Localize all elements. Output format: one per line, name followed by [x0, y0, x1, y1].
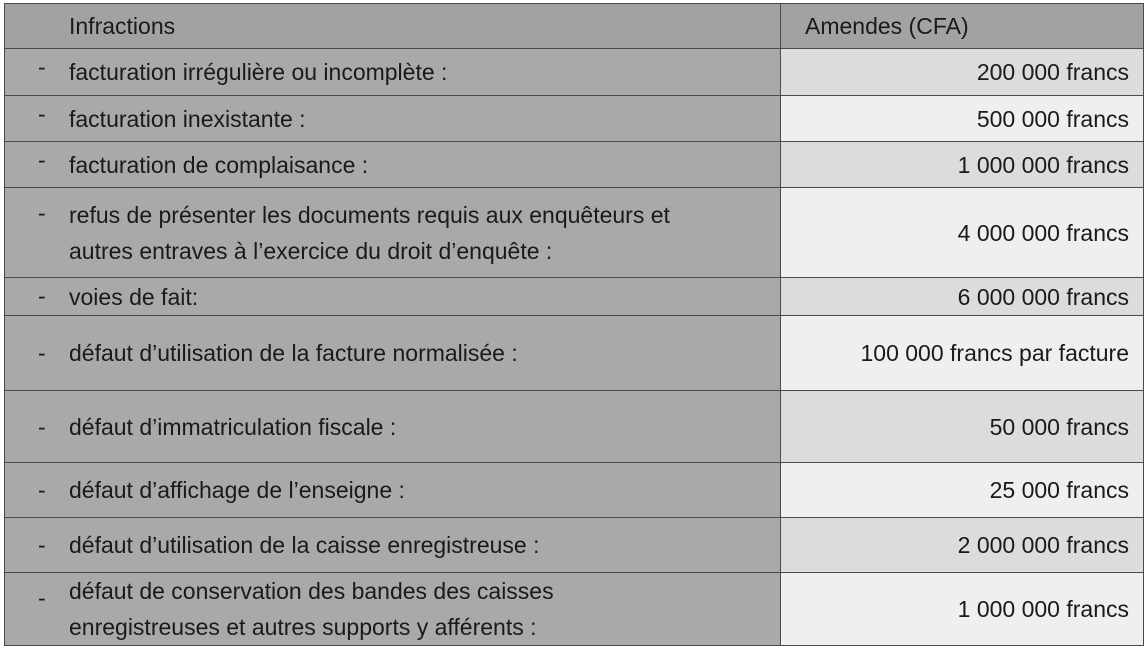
infraction-text-line2: enregistreuses et autres supports y afférents :: [69, 614, 537, 640]
amende-cell: 1 000 000 francs: [781, 142, 1144, 188]
bullet-dash: -: [38, 477, 46, 503]
infraction-cell: [5, 188, 781, 278]
infraction-cell: [5, 316, 781, 391]
infraction-text: facturation de complaisance :: [69, 151, 369, 178]
bullet-dash: -: [38, 101, 46, 127]
amende-cell: 500 000 francs: [781, 96, 1144, 142]
table-row: [5, 188, 1144, 278]
bullet-dash: -: [38, 283, 46, 309]
table-row: [5, 96, 1144, 142]
table-row: [5, 518, 1144, 573]
infraction-text: défaut d’utilisation de la facture normalisée :: [69, 340, 518, 366]
table-row: [5, 391, 1144, 463]
table-row: [5, 49, 1144, 96]
bullet-dash: -: [38, 200, 46, 226]
infraction-cell: [5, 278, 781, 316]
bullet-dash: -: [38, 54, 46, 80]
table-header-row: [5, 4, 1144, 49]
amende-cell: 100 000 francs par facture: [781, 316, 1144, 391]
bullet-dash: -: [38, 532, 46, 558]
bullet-dash: -: [38, 414, 46, 440]
infraction-text-line1: défaut de conservation des bandes des caisses: [69, 578, 554, 604]
infraction-cell: [5, 49, 781, 96]
infraction-text: défaut d’utilisation de la caisse enregistreuse :: [69, 532, 540, 558]
table-row: [5, 316, 1144, 391]
table-row: [5, 142, 1144, 188]
header-infractions: Infractions: [5, 4, 781, 49]
infraction-cell: [5, 518, 781, 573]
infraction-text: facturation inexistante :: [69, 105, 306, 132]
infraction-cell: [5, 391, 781, 463]
header-amendes: Amendes (CFA): [781, 4, 1144, 49]
bullet-dash: -: [38, 147, 46, 173]
infraction-text: défaut d’immatriculation fiscale :: [69, 413, 397, 440]
table-row: [5, 463, 1144, 518]
infraction-text: voies de fait:: [69, 283, 199, 310]
bullet-dash: -: [38, 340, 46, 366]
infraction-cell: [5, 96, 781, 142]
infraction-text: défaut d’affichage de l’enseigne :: [69, 477, 405, 503]
amende-cell: 50 000 francs: [781, 391, 1144, 463]
fines-table: [4, 3, 1144, 646]
amende-cell: 1 000 000 francs: [781, 573, 1144, 646]
amende-cell: 200 000 francs: [781, 49, 1144, 96]
infraction-text-line1: refus de présenter les documents requis aux enquêteurs et: [69, 201, 670, 228]
table-row: [5, 278, 1144, 316]
infraction-text-line2: autres entraves à l’exercice du droit d’enquête :: [69, 237, 553, 264]
infraction-cell: [5, 142, 781, 188]
table-row: [5, 573, 1144, 646]
infraction-text: facturation irrégulière ou incomplète :: [69, 59, 448, 85]
amende-cell: 25 000 francs: [781, 463, 1144, 518]
infraction-cell: [5, 463, 781, 518]
infraction-cell: [5, 573, 781, 646]
bullet-dash: -: [38, 585, 46, 611]
amende-cell: 6 000 000 francs: [781, 278, 1144, 316]
amende-cell: 2 000 000 francs: [781, 518, 1144, 573]
amende-cell: 4 000 000 francs: [781, 188, 1144, 278]
